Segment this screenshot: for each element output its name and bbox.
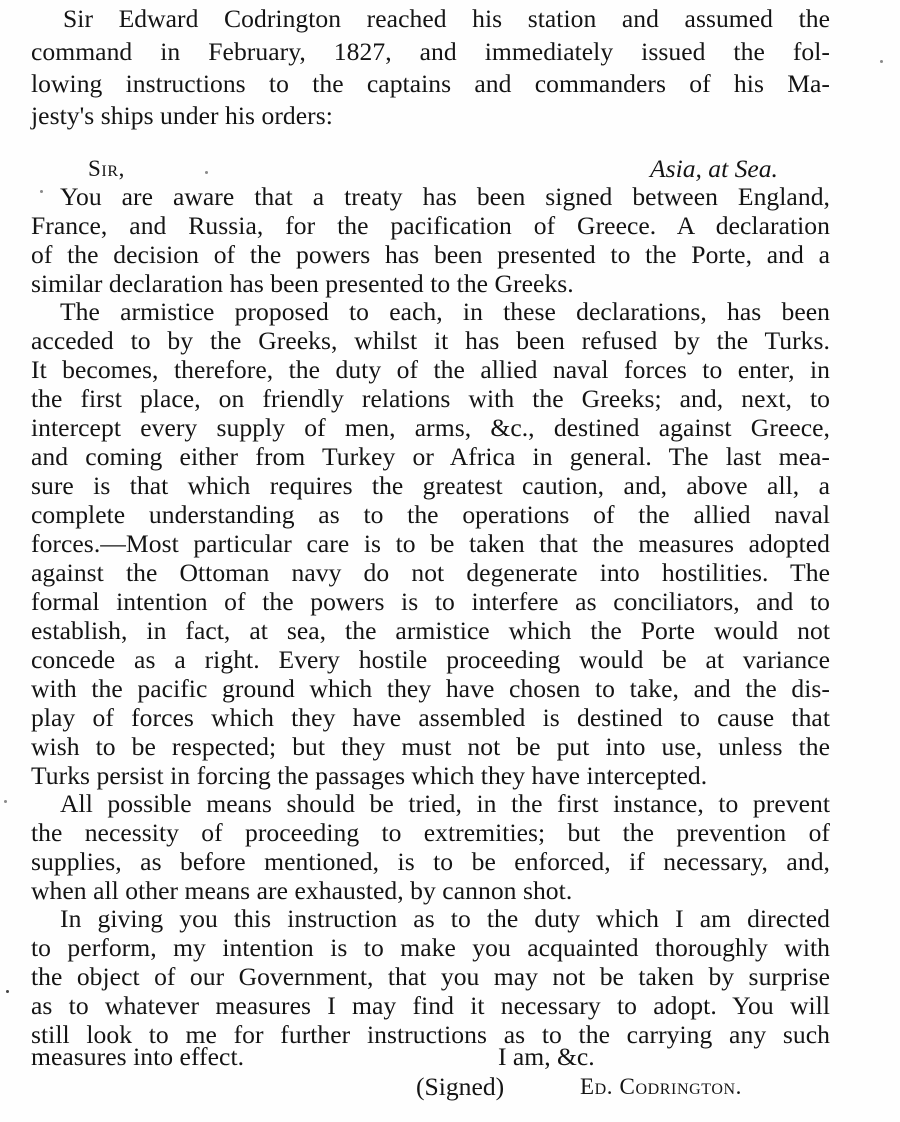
paragraph-4-line: still look to me for further instructions as to the carrying any such [31, 1020, 830, 1049]
intro-line: command in February, 1827, and immediately issued the fol- [31, 37, 830, 66]
paragraph-2-line: acceded to by the Greeks, whilst it has been refused by the Turks. [31, 326, 830, 355]
scan-speck [4, 800, 7, 803]
paragraph-2-line: formal intention of the powers is to interfere as conciliators, and to [31, 587, 830, 616]
paragraph-2-line: play of forces which they have assembled is destined to cause that [31, 703, 830, 732]
paragraph-4-line: the object of our Government, that you may not be taken by surprise [31, 962, 830, 991]
scan-speck [205, 171, 208, 174]
paragraph-3-line: supplies, as before mentioned, is to be enforced, if necessary, and, [31, 847, 830, 876]
paragraph-2-line: the first place, on friendly relations with the Greeks; and, next, to [31, 384, 830, 413]
intro-line: Sir Edward Codrington reached his station and assumed the [63, 4, 830, 33]
paragraph-2-line: It becomes, therefore, the duty of the allied naval forces to enter, in [31, 355, 830, 384]
scan-speck [880, 60, 883, 63]
paragraph-2-line: Turks persist in forcing the passages which they have intercepted. [31, 761, 708, 790]
paragraph-2-line: wish to be respected; but they must not be put into use, unless the [31, 732, 830, 761]
paragraph-1-line: France, and Russia, for the pacification of Greece. A declaration [31, 211, 830, 240]
intro-line: lowing instructions to the captains and commanders of his Ma- [31, 69, 830, 98]
paragraph-1-line: You are aware that a treaty has been signed between England, [60, 182, 830, 211]
paragraph-2-line: complete understanding as to the operations of the allied naval [31, 500, 830, 529]
paragraph-4-line: In giving you this instruction as to the duty which I am directed [60, 904, 830, 933]
scan-speck [6, 990, 9, 993]
closing-formula: I am, &c. [498, 1042, 595, 1071]
paragraph-4-line: as to whatever measures I may find it necessary to adopt. You will [31, 991, 830, 1020]
signed-label: (Signed) [416, 1072, 505, 1101]
paragraph-3-line: the necessity of proceeding to extremities; but the prevention of [31, 818, 830, 847]
paragraph-2-line: and coming either from Turkey or Africa in general. The last mea- [31, 442, 830, 471]
paragraph-2-line: concede as a right. Every hostile proceeding would be at variance [31, 645, 830, 674]
intro-line: jesty's ships under his orders: [31, 101, 333, 130]
paragraph-2-line: forces.—Most particular care is to be taken that the measures adopted [31, 529, 830, 558]
scan-speck [40, 190, 43, 193]
paragraph-3-line: All possible means should be tried, in the first instance, to prevent [60, 789, 830, 818]
paragraph-2-line: intercept every supply of men, arms, &c., destined against Greece, [31, 413, 830, 442]
paragraph-4-line: to perform, my intention is to make you acquainted thoroughly with [31, 933, 830, 962]
paragraph-2-line: against the Ottoman navy do not degenerate into hostilities. The [31, 558, 830, 587]
signatory-name: Ed. Codrington. [580, 1074, 743, 1099]
paragraph-1-line: similar declaration has been presented to the Greeks. [31, 269, 574, 298]
paragraph-3-line: when all other means are exhausted, by cannon shot. [31, 876, 573, 905]
paragraph-2-line: with the pacific ground which they have chosen to take, and the dis- [31, 674, 830, 703]
paragraph-1-line: of the decision of the powers has been presented to the Porte, and a [31, 240, 830, 269]
paragraph-2-line: sure is that which requires the greatest caution, and, above all, a [31, 471, 830, 500]
paragraph-2-line: establish, in fact, at sea, the armistice which the Porte would not [31, 616, 830, 645]
letter-location: Asia, at Sea. [650, 154, 778, 183]
paragraph-2-line: The armistice proposed to each, in these declarations, has been [60, 297, 830, 326]
salutation: Sir, [88, 156, 125, 181]
paragraph-4-line: measures into effect. [31, 1042, 245, 1071]
